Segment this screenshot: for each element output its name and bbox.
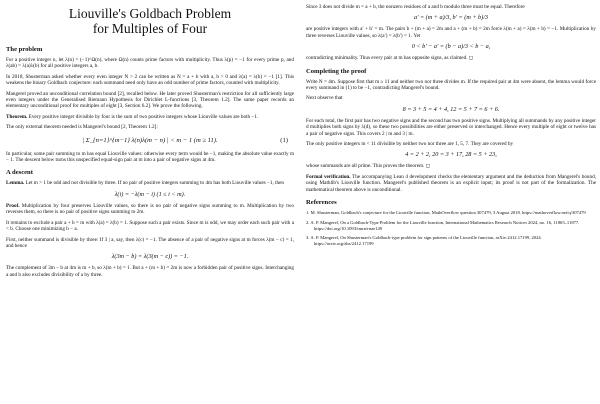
section-heading-descent: A descent	[6, 169, 33, 177]
paragraph: In particular, some pair summing to m has equal Liouville values: otherwise every term would be −1, making the absolute value exactly m − 1. The descent below turns this unspecified equal-sign pair at m into a pair of negative signs at 4m.	[6, 150, 294, 164]
paragraph: In 2018, Shusterman asked whether every even integer N > 2 can be written as N = a + b with a, b > 0 and λ(a) = λ(b) = −1 [1]. This weakens the binary Goldbach conjecture: each summand need only have an odd number of prime factors, counted with multiplicity.	[6, 73, 294, 87]
reference-item: 3. A. P. Mangerel, On Shusterman's Goldbach-type problem for sign patterns of the Liouville function, arXiv:2412.17199, 2024. https://arxiv.org/abs/2412.17199	[306, 235, 542, 247]
proof-paragraph	[6, 203, 294, 216]
equation-1	[6, 135, 294, 147]
paragraph: Mangerel proved an unconditional correlation bound [2], recalled below. He later proved Shusterman's restriction for all sufficiently large even integers under the Generalised Riemann Hypothesis for Dirichlet L-functions [3, Theorem 1.2]. The same paper records an elementary unconditional proof for multiples of eight [3, Section 6.2]. We prove the following.	[6, 90, 294, 110]
paragraph: Next observe that	[306, 95, 343, 102]
section-heading-completing: Completing the proof	[306, 67, 367, 75]
reference-list	[306, 210, 596, 247]
lemma-statement	[6, 180, 294, 186]
paragraph: Since 3 does not divide m = a + b, the nonzero residues of a and b modulo three must be equal. Therefore	[306, 4, 525, 10]
equation-sums-8-12: 8 = 3 + 5 = 4 + 4, 12 = 5 + 7 = 6 + 6.	[402, 105, 500, 113]
equation-small-cases: 4 = 2 + 2, 20 = 3 + 17, 28 = 5 + 23,	[405, 151, 497, 159]
theorem-statement	[6, 114, 294, 120]
formal-label: Formal verification.	[306, 173, 351, 180]
paragraph: The complement of 3m − b at 4m is m + b, so λ(m + b) = 1. But a + (m + b) = 2m is now a forbidden pair of positive signs. Interchanging a and b also excludes divisibility of a by three.	[6, 265, 294, 278]
theorem-label: Theorem.	[6, 113, 28, 120]
theorem-text: Every positive integer divisible by four is the sum of two positive integers whose Liouville values are both −1.	[28, 113, 259, 120]
paragraph: The only external theorem needed is Mangerel's bound [2, Theorem 1.2]:	[6, 124, 158, 131]
reference-item: 2. A. P. Mangerel, On a Goldbach-Type Problem for the Liouville function, International Mathematics Research Notices 2024, no. 16, 11865–11877. https://doi.org/10.1093/imrn/rnae149	[306, 219, 580, 231]
paragraph: It remains to exclude a pair a + b = m with λ(a) = λ(b) = 1. Suppose such a pair exists. Since m is odd, we may order each such pair with a < b. Choose one minimizing b − a.	[6, 219, 294, 233]
equation-3: λ(3m − b) = λ(3(m − c)) = −1.	[111, 253, 189, 261]
paragraph: whose summands are all prime. This proves the theorem. ◻	[306, 163, 430, 170]
proof-text: Multiplication by four preserves Liouville values, so there is no pair of negative signs summing to m. Multiplication by two reverses them, so there is no pair of positive signs summing to 2m.	[6, 202, 294, 216]
equation-1-number: (1)	[280, 136, 288, 144]
reference-item: 1. M. Shusterman, Goldbach's conjecture for the Liouville function, MathOverflow question 307479, 3 August 2018. https://mathoverflow.net/q/307479	[306, 210, 586, 216]
equation-a-prime: a′ = (m + a)/3, b′ = (m + b)/3	[413, 14, 489, 22]
section-heading-references: References	[306, 199, 337, 207]
title-line-1: Liouville's Goldbach Problem	[68, 6, 232, 21]
paragraph: contradicting minimality. Thus every pair at m has opposite signs, as claimed. ◻	[306, 55, 474, 62]
section-heading-problem: The problem	[6, 46, 43, 53]
equation-inequality: 0 < b′ − a′ = (b − a)/3 < b − a,	[411, 43, 491, 51]
paragraph: The only positive integers m < 11 divisible by neither two nor three are 1, 5, 7. They are covered by	[306, 141, 514, 148]
left-column	[6, 4, 294, 282]
proof-label: Proof.	[6, 202, 20, 209]
paragraph: are positive integers with a′ + b′ = m. The pairs b + (m + a) = 2m and a + (m + b) = 2m force λ(m + a) = λ(m + b) = −1. Multiplication by three reverses Liouville values, so λ(a′) = λ(b′) = 1. Yet	[306, 26, 596, 39]
right-column	[306, 4, 596, 251]
equation-1-body: | Σ_{n=1}^{m−1} λ(n)λ(m − n) | < m − 1 (m ≥ 11).	[82, 136, 218, 144]
paragraph: For each total, the first pair has two negative signs and the second has two positive signs. Multiplying all summands by any positive integer d multiplies both signs by λ(d), so these two possibilities are either preserved or interchanged. Hence every multiple of eight or twelve has a pair of negative signs. This covers 2 | m and 3 | m.	[306, 117, 596, 137]
paragraph: For a positive integer n, let λ(n) = (−1)^Ω(n), where Ω(n) counts prime factors with multiplicity. Thus λ(p) = −1 for every prime p, and λ(ab) = λ(a)λ(b) for all positive integers a, b.	[6, 57, 294, 70]
title-line-2: for Multiples of Four	[92, 21, 208, 36]
lemma-label: Lemma.	[6, 180, 25, 187]
paragraph: Write N = 4m. Suppose first that m ≥ 11 and neither two nor three divides m. If the required pair at 4m were absent, the lemma would force every summand in (1) to be −1, contradicting Mangerel's bound.	[306, 78, 596, 92]
paragraph: First, neither summand is divisible by three: If 3 | a, say, then λ(c) = −1. The absence of a pair of negative signs at m forces λ(m − c) = 1, and hence	[6, 236, 294, 249]
formal-text: The accompanying Lean 4 development checks the elementary argument and the deduction from Mangerel's bound, using Mathlib's Liouville function. Mangerel's published theorem is an explicit input; its proof is not part of the formalization. The mathematical theorem above is unconditional.	[306, 173, 596, 193]
formal-verification-paragraph	[306, 174, 596, 193]
lemma-text: Let m > 1 be odd and not divisible by three. If no pair of positive integers summing to 4m has both Liouville values −1, then	[25, 180, 285, 187]
equation-lemma: λ(i) = −λ(m − i) (1 ≤ i < m).	[114, 190, 186, 198]
paper-title	[6, 6, 294, 36]
